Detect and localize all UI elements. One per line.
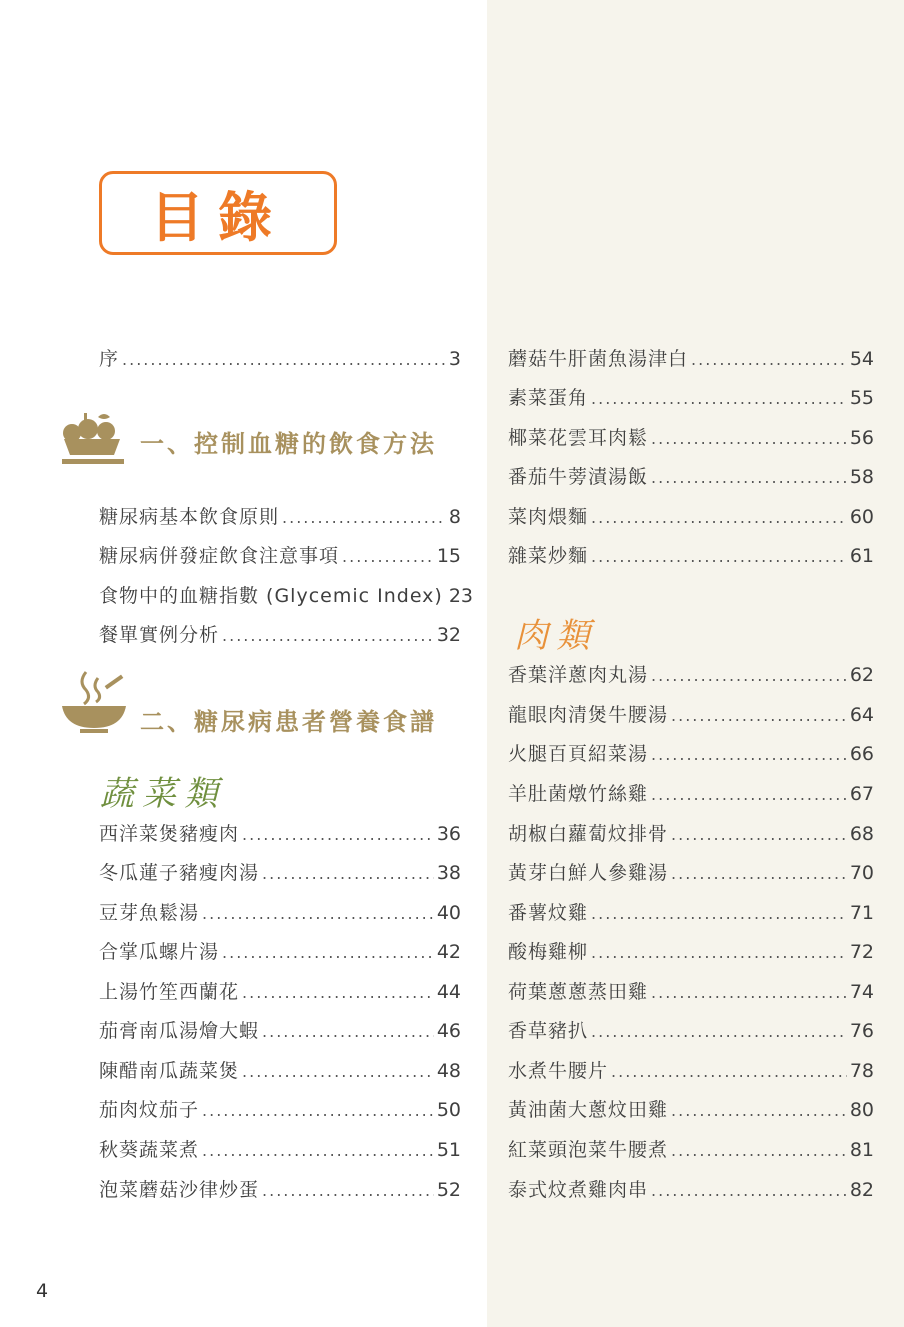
- toc-entry[interactable]: [508, 1057, 874, 1085]
- leader-dots: [671, 702, 847, 730]
- toc-entry-label: 蘑菇牛肝菌魚湯津白: [508, 348, 689, 370]
- toc-entry[interactable]: [508, 1176, 874, 1204]
- toc-entry[interactable]: [508, 938, 874, 966]
- toc-entry-label: 冬瓜蓮子豬瘦肉湯: [99, 862, 260, 884]
- toc-entry[interactable]: [508, 701, 874, 729]
- toc-entry-label: 黃芽白鮮人參雞湯: [508, 862, 669, 884]
- leader-dots: [262, 860, 434, 888]
- toc-entry[interactable]: [508, 384, 874, 412]
- toc-entry[interactable]: [508, 503, 874, 531]
- leader-dots: [671, 860, 847, 888]
- toc-entry[interactable]: [508, 463, 874, 491]
- leader-dots: [202, 1137, 434, 1165]
- leader-dots: [242, 979, 434, 1007]
- toc-entry[interactable]: [508, 345, 874, 373]
- toc-entry[interactable]: [99, 820, 461, 848]
- toc-entry[interactable]: [99, 542, 461, 570]
- leader-dots: [122, 346, 446, 374]
- toc-entry-label: 序: [99, 348, 120, 370]
- toc-entry-page: 44: [436, 981, 461, 1003]
- leader-dots: [651, 425, 847, 453]
- category-heading-vegetables: 蔬菜類: [100, 774, 226, 814]
- toc-entry-label: 雜菜炒麵: [508, 545, 589, 567]
- toc-entry[interactable]: [99, 1096, 461, 1124]
- toc-entry-page: 42: [436, 941, 461, 963]
- toc-entry-page: 56: [849, 427, 874, 449]
- toc-entry-label: 番茄牛蒡漬湯飯: [508, 466, 649, 488]
- toc-entry-page: 60: [849, 506, 874, 528]
- toc-entry-page: 68: [849, 823, 874, 845]
- toc-entry-page: 78: [849, 1060, 874, 1082]
- toc-entry[interactable]: [508, 978, 874, 1006]
- leader-dots: [671, 821, 847, 849]
- toc-entry-page: 71: [849, 902, 874, 924]
- leader-dots: [651, 741, 847, 769]
- toc-entry-page: 23: [448, 585, 474, 607]
- toc-entry-label: 西洋菜煲豬瘦肉: [99, 823, 240, 845]
- toc-entry-label: 上湯竹笙西蘭花: [99, 981, 240, 1003]
- toc-entry[interactable]: [99, 1136, 461, 1164]
- leader-dots: [691, 346, 847, 374]
- page-number: 4: [36, 1280, 49, 1302]
- toc-entry-page: 67: [849, 783, 874, 805]
- toc-entry-page: 50: [436, 1099, 461, 1121]
- toc-entry-label: 黃油菌大蔥炆田雞: [508, 1099, 669, 1121]
- leader-dots: [671, 1137, 847, 1165]
- toc-entry-label: 龍眼肉清煲牛腰湯: [508, 704, 669, 726]
- section-heading-1: 一、控制血糖的飲食方法: [140, 429, 437, 458]
- toc-entry-label: 合掌瓜螺片湯: [99, 941, 220, 963]
- category-heading-meat: 肉類: [514, 616, 598, 656]
- toc-entry-page: 80: [849, 1099, 874, 1121]
- toc-entry-page: 72: [849, 941, 874, 963]
- toc-entry-label: 素菜蛋角: [508, 387, 589, 409]
- leader-dots: [242, 1058, 434, 1086]
- toc-entry-label: 秋葵蔬菜煮: [99, 1139, 200, 1161]
- toc-entry[interactable]: [99, 582, 474, 610]
- toc-entry-label: 椰菜花雲耳肉鬆: [508, 427, 649, 449]
- leader-dots: [611, 1058, 847, 1086]
- toc-entry[interactable]: [99, 503, 461, 531]
- toc-entry-label: 泰式炆煮雞肉串: [508, 1179, 649, 1201]
- leader-dots: [651, 781, 847, 809]
- leader-dots: [222, 622, 434, 650]
- toc-entry[interactable]: [508, 1136, 874, 1164]
- toc-entry-label: 紅菜頭泡菜牛腰煮: [508, 1139, 669, 1161]
- toc-entry-page: 54: [849, 348, 874, 370]
- toc-entry-label: 糖尿病併發症飲食注意事項: [99, 545, 340, 567]
- leader-dots: [651, 979, 847, 1007]
- leader-dots: [651, 1177, 847, 1205]
- toc-entry-page: 58: [849, 466, 874, 488]
- toc-entry-page: 55: [849, 387, 874, 409]
- section-heading-2: 二、糖尿病患者營養食譜: [140, 707, 437, 736]
- leader-dots: [202, 900, 434, 928]
- toc-entry-page: 51: [436, 1139, 461, 1161]
- leader-dots: [262, 1177, 434, 1205]
- leader-dots: [202, 1097, 434, 1125]
- leader-dots: [282, 504, 446, 532]
- leader-dots: [222, 939, 434, 967]
- toc-entry[interactable]: [508, 899, 874, 927]
- toc-entry-page: 46: [436, 1020, 461, 1042]
- toc-entry[interactable]: [508, 859, 874, 887]
- toc-entry-label: 火腿百頁紹菜湯: [508, 743, 649, 765]
- toc-entry[interactable]: [99, 621, 461, 649]
- toc-entry[interactable]: [99, 1057, 461, 1085]
- toc-entry-label: 陳醋南瓜蔬菜煲: [99, 1060, 240, 1082]
- toc-entry-label: 荷葉蔥蔥蒸田雞: [508, 981, 649, 1003]
- toc-entry[interactable]: [508, 424, 874, 452]
- toc-entry-label: 菜肉煨麵: [508, 506, 589, 528]
- leader-dots: [591, 939, 847, 967]
- toc-entry-page: 32: [436, 624, 461, 646]
- leader-dots: [591, 900, 847, 928]
- toc-entry-page: 3: [448, 348, 461, 370]
- toc-entry-label: 香草豬扒: [508, 1020, 589, 1042]
- toc-entry-page: 52: [436, 1179, 461, 1201]
- toc-entry-label: 茄膏南瓜湯燴大蝦: [99, 1020, 260, 1042]
- toc-entry-page: 48: [436, 1060, 461, 1082]
- toc-entry[interactable]: [508, 820, 874, 848]
- leader-dots: [671, 1097, 847, 1125]
- toc-entry-page: 61: [849, 545, 874, 567]
- page-title: 目錄: [99, 171, 337, 255]
- toc-entry-page: 8: [448, 506, 461, 528]
- toc-entry[interactable]: [508, 1096, 874, 1124]
- toc-entry[interactable]: [99, 938, 461, 966]
- toc-entry-label: 茄肉炆茄子: [99, 1099, 200, 1121]
- toc-entry-label: 食物中的血糖指數 (Glycemic Index): [99, 585, 443, 607]
- toc-entry-page: 74: [849, 981, 874, 1003]
- toc-entry[interactable]: [99, 1176, 461, 1204]
- toc-entry-label: 胡椒白蘿蔔炆排骨: [508, 823, 669, 845]
- leader-dots: [262, 1018, 434, 1046]
- toc-entry[interactable]: [508, 780, 874, 808]
- toc-entry-label: 水煮牛腰片: [508, 1060, 609, 1082]
- leader-dots: [651, 464, 847, 492]
- toc-entry-page: 38: [436, 862, 461, 884]
- fruit-basket-icon: [58, 409, 128, 467]
- leader-dots: [591, 543, 847, 571]
- toc-entry[interactable]: [508, 740, 874, 768]
- toc-entry-label: 香葉洋蔥肉丸湯: [508, 664, 649, 686]
- toc-entry-page: 64: [849, 704, 874, 726]
- toc-entry-page: 70: [849, 862, 874, 884]
- leader-dots: [342, 543, 434, 571]
- toc-entry[interactable]: [99, 978, 461, 1006]
- toc-entry[interactable]: [99, 859, 461, 887]
- toc-entry[interactable]: [508, 661, 874, 689]
- toc-entry-page: 36: [436, 823, 461, 845]
- leader-dots: [591, 1018, 847, 1046]
- toc-entry-label: 泡菜蘑菇沙律炒蛋: [99, 1179, 260, 1201]
- leader-dots: [591, 385, 847, 413]
- toc-entry-label: 餐單實例分析: [99, 624, 220, 646]
- toc-entry-page: 81: [849, 1139, 874, 1161]
- toc-entry-page: 76: [849, 1020, 874, 1042]
- toc-entry[interactable]: [99, 899, 461, 927]
- leader-dots: [242, 821, 434, 849]
- toc-entry-label: 酸梅雞柳: [508, 941, 589, 963]
- toc-entry-page: 15: [436, 545, 461, 567]
- toc-entry[interactable]: [508, 542, 874, 570]
- leader-dots: [591, 504, 847, 532]
- toc-entry-page: 40: [436, 902, 461, 924]
- toc-entry-preface[interactable]: [99, 345, 461, 373]
- toc-entry[interactable]: [99, 1017, 461, 1045]
- toc-entry-label: 豆芽魚鬆湯: [99, 902, 200, 924]
- toc-entry-page: 82: [849, 1179, 874, 1201]
- leader-dots: [651, 662, 847, 690]
- toc-entry-label: 糖尿病基本飲食原則: [99, 506, 280, 528]
- toc-entry-page: 66: [849, 743, 874, 765]
- toc-entry-label: 羊肚菌燉竹絲雞: [508, 783, 649, 805]
- steaming-bowl-icon: [60, 668, 128, 734]
- toc-entry-label: 番薯炆雞: [508, 902, 589, 924]
- toc-entry-page: 62: [849, 664, 874, 686]
- toc-entry[interactable]: [508, 1017, 874, 1045]
